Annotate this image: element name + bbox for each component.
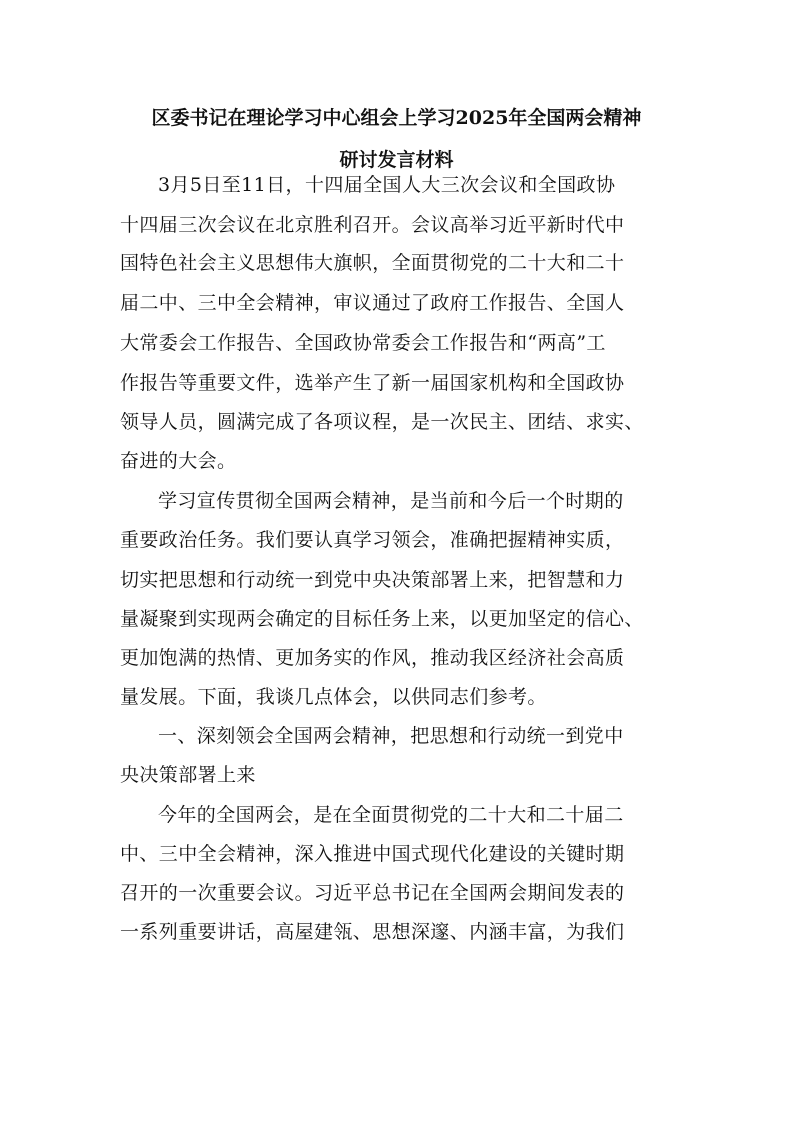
body-line: 十四届三次会议在北京胜利召开。会议高举习近平新时代中 xyxy=(120,214,625,236)
body-line: 召开的一次重要会议。习近平总书记在全国两会期间发表的 xyxy=(120,882,625,904)
body-line: 奋进的大会。 xyxy=(120,450,237,472)
body-line: 量发展。下面，我谈几点体会，以供同志们参考。 xyxy=(120,686,547,708)
body-line: 国特色社会主义思想伟大旗帜，全面贯彻党的二十大和二十 xyxy=(120,252,625,274)
section-heading-line: 央决策部署上来 xyxy=(120,764,256,786)
body-line: 量凝聚到实现两会确定的目标任务上来，以更加坚定的信心、 xyxy=(120,608,644,630)
body-line: 中、三中全会精神，深入推进中国式现代化建设的关键时期 xyxy=(120,843,625,865)
body-line: 重要政治任务。我们要认真学习领会，准确把握精神实质， xyxy=(120,529,625,551)
body-line: 3月5日至11日，十四届全国人大三次会议和全国政协 xyxy=(158,174,616,196)
section-heading-line: 一、深刻领会全国两会精神，把思想和行动统一到党中 xyxy=(158,725,624,747)
body-line: 今年的全国两会，是在全面贯彻党的二十大和二十届二 xyxy=(158,804,624,826)
document-title-line-2: 研讨发言材料 xyxy=(339,149,454,171)
body-line: 一系列重要讲话，高屋建瓴、思想深邃、内涵丰富，为我们 xyxy=(120,921,625,943)
body-line: 切实把思想和行动统一到党中央决策部署上来，把智慧和力 xyxy=(120,569,625,591)
body-line: 更加饱满的热情、更加务实的作风，推动我区经济社会高质 xyxy=(120,647,625,669)
body-line: 作报告等重要文件，选举产生了新一届国家机构和全国政协 xyxy=(120,372,625,394)
document-title-line-1: 区委书记在理论学习中心组会上学习2025年全国两会精神 xyxy=(151,107,642,129)
body-line: 大常委会工作报告、全国政协常委会工作报告和“两高”工 xyxy=(120,332,606,354)
body-line: 学习宣传贯彻全国两会精神，是当前和今后一个时期的 xyxy=(158,490,624,512)
body-line: 领导人员，圆满完成了各项议程，是一次民主、团结、求实、 xyxy=(120,411,644,433)
body-line: 届二中、三中全会精神，审议通过了政府工作报告、全国人 xyxy=(120,292,625,314)
